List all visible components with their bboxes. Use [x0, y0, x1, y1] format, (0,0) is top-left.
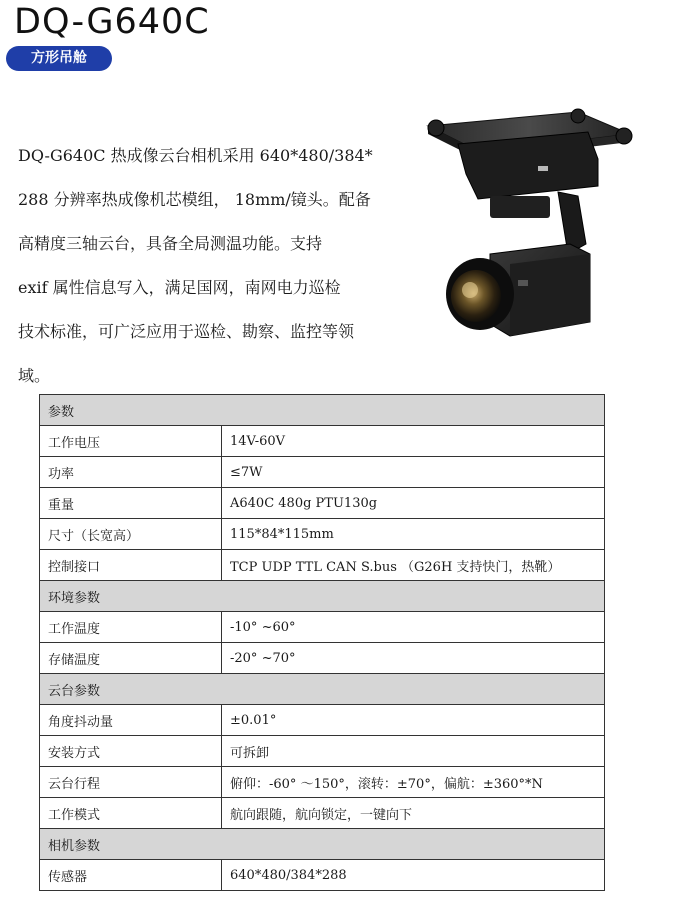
- spec-label: 云台行程: [40, 767, 222, 798]
- spec-table: [39, 394, 605, 891]
- table-row: [40, 705, 605, 736]
- spec-label: 尺寸（长宽高）: [40, 519, 222, 550]
- section-title: 云台参数: [40, 674, 605, 705]
- spec-label: 功率: [40, 457, 222, 488]
- section-header: [40, 581, 605, 612]
- description-line: 288 分辨率热成像机芯模组， 18mm/镜头。配备: [18, 190, 371, 209]
- description-line: 域。: [18, 366, 51, 385]
- spec-value: 115*84*115mm: [222, 519, 605, 550]
- table-row: [40, 612, 605, 643]
- spec-value: 俯仰：-60° ～150°，滚转：±70°，偏航：±360°*N: [222, 767, 605, 798]
- table-row: [40, 860, 605, 891]
- spec-label: 工作电压: [40, 426, 222, 457]
- description-line: 高精度三轴云台，具备全局测温功能。支持: [18, 234, 323, 253]
- spec-label: 控制接口: [40, 550, 222, 581]
- spec-label: 工作温度: [40, 612, 222, 643]
- spec-value: 14V-60V: [222, 426, 605, 457]
- table-row: [40, 426, 605, 457]
- spec-label: 传感器: [40, 860, 222, 891]
- product-title: DQ-G640C: [14, 2, 210, 42]
- spec-label: 安装方式: [40, 736, 222, 767]
- section-title: 环境参数: [40, 581, 605, 612]
- spec-label: 工作模式: [40, 798, 222, 829]
- spec-label: 重量: [40, 488, 222, 519]
- spec-value: ±0.01°: [222, 705, 605, 736]
- table-row: [40, 798, 605, 829]
- spec-value: 可拆卸: [222, 736, 605, 767]
- table-row: [40, 550, 605, 581]
- spec-value: ≤7W: [222, 457, 605, 488]
- gimbal-camera-icon: [418, 104, 638, 354]
- description-line: 技术标准，可广泛应用于巡检、勘察、监控等领: [18, 322, 355, 341]
- table-row: [40, 643, 605, 674]
- spec-label: 角度抖动量: [40, 705, 222, 736]
- spec-value: A640C 480g PTU130g: [222, 488, 605, 519]
- table-row: [40, 519, 605, 550]
- category-badge: 方形吊舱: [6, 46, 112, 71]
- spec-value: -20° ~70°: [222, 643, 605, 674]
- section-header: [40, 829, 605, 860]
- spec-value: TCP UDP TTL CAN S.bus （G26H 支持快门，热靴）: [222, 550, 605, 581]
- description-line: DQ-G640C 热成像云台相机采用 640*480/384*: [18, 146, 373, 165]
- description-line: exif 属性信息写入，满足国网，南网电力巡检: [18, 278, 341, 297]
- table-row: [40, 736, 605, 767]
- section-header: [40, 395, 605, 426]
- section-title: 相机参数: [40, 829, 605, 860]
- section-title: 参数: [40, 395, 605, 426]
- section-header: [40, 674, 605, 705]
- table-row: [40, 488, 605, 519]
- product-description: [18, 134, 413, 398]
- spec-label: 存储温度: [40, 643, 222, 674]
- table-row: [40, 767, 605, 798]
- spec-value: 640*480/384*288: [222, 860, 605, 891]
- spec-value: -10° ~60°: [222, 612, 605, 643]
- table-row: [40, 457, 605, 488]
- spec-value: 航向跟随，航向锁定，一键向下: [222, 798, 605, 829]
